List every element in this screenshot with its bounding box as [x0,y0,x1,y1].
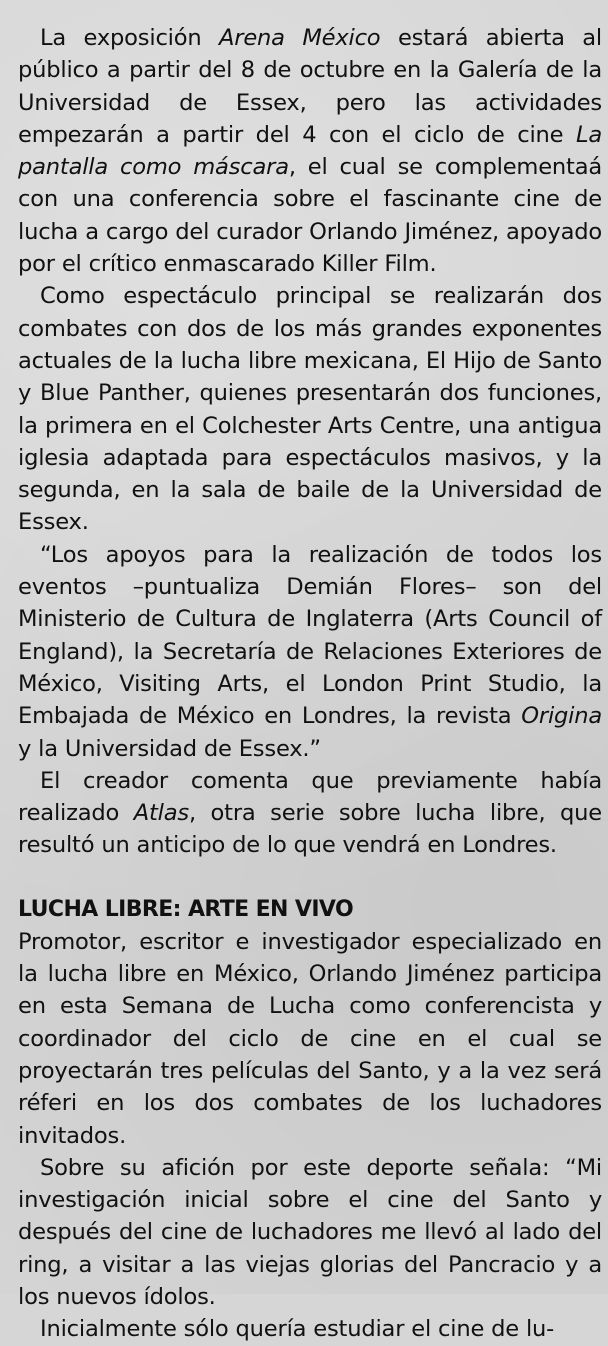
magazine-title: Origina [521,703,602,730]
exhibition-title: Arena México [219,25,381,51]
paragraph-inicialmente: Inicialmente sólo quería estudiar el cine de lu- [40,1316,555,1343]
paragraph-aficion: Sobre su afición por este deporte señala: “Mi investigación inicial sobre el cine del Santo y después del cine de luchadores me llevó al lado del ring, a visitar a las viejas glorias del Pancracio y a los nuevos ídolos. [18,1154,602,1310]
paragraph-apoyos: “Los apoyos para la realización de todos los eventos –puntualiza Demián Flores– son del Ministerio de Cultura de Inglaterra (Arts Council of England), la Secretaría de Relaciones Exteriores de México, Visiting Arts, el London Print Studio, la Embajada de México en Londres, la revista Origina y la Universidad de Essex.” [18,541,602,762]
paragraph-atlas: El creador comenta que previamente había realizado Atlas, otra serie sobre lucha libre, que resultó un anticipo de lo que vendrá en Londres. [18,767,603,859]
paragraph-exposicion: La exposición Arena México estará abierta al público a partir del 8 de octubre en la Galería de la Universidad de Essex, pero las actividades empezarán a partir del 4 con el ciclo de cine La pantalla como máscara, el cual se complementaá con una conferencia sobre el fascinante cine de lucha a cargo del curador Orlando Jiménez, apoyado por el crítico enmascarado Killer Film. [18,25,602,278]
article-body [18,22,602,1346]
section-heading: LUCHA LIBRE: ARTE EN VIVO [18,896,354,922]
series-title: Atlas [133,800,189,827]
paragraph-combates: Como espectáculo principal se realizarán dos combates con dos de los más grandes exponentes actuales de la lucha libre mexicana, El Hijo de Santo y Blue Panther, quienes presentarán dos funciones, la primera en el Colchester Arts Centre, una antigua iglesia adaptada para espectáculos masivos, y la segunda, en la sala de baile de la Universidad de Essex. [18,283,602,536]
film-cycle-title: La pantalla como máscara [18,121,602,181]
paragraph-promotor: Promotor, escritor e investigador especializado en la lucha libre en México, Orlando Jiménez participa en esta Semana de Lucha como conferencista y coordinador del ciclo de cine en el cual se proyectarán tres películas del Santo, y a la vez será réferi en los dos combates de los luchadores invitados. [18,928,602,1149]
